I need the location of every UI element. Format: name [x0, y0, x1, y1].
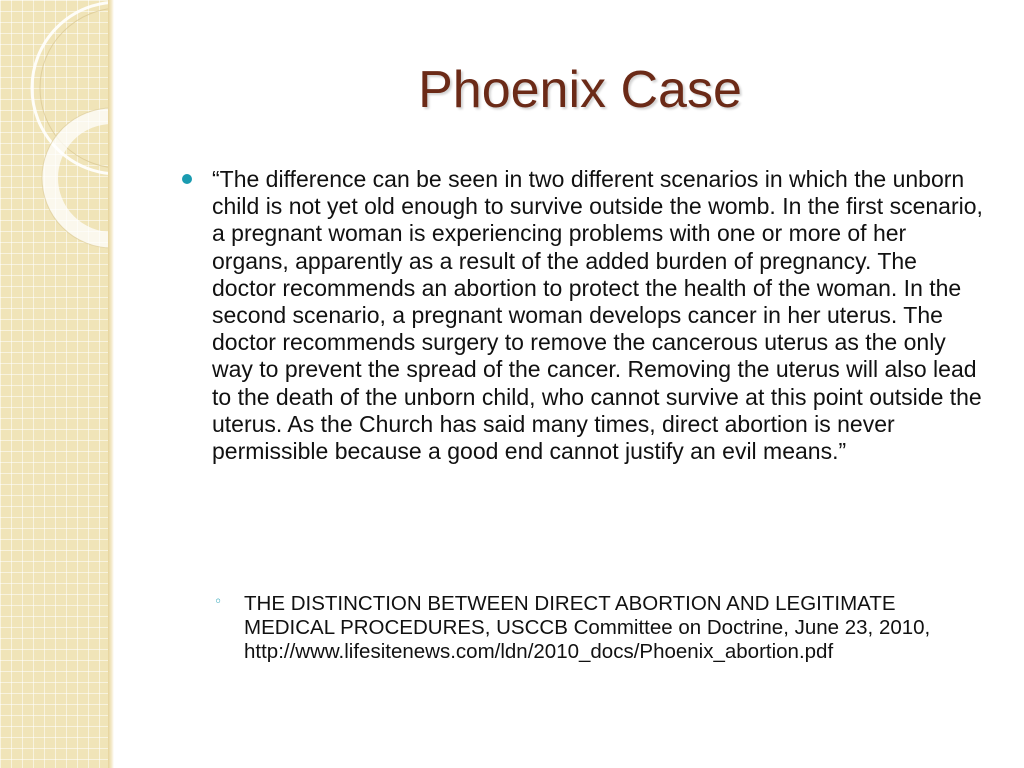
main-bullet — [182, 166, 982, 465]
bullet-dot-icon — [182, 174, 192, 184]
side-panel-edge — [108, 0, 114, 768]
citation-text: THE DISTINCTION BETWEEN DIRECT ABORTION AND LEGITIMATE MEDICAL PROCEDURES, USCCB Committee on Doctrine, June 23, 2010, http://www.lifesitenews.com/ldn/2010_docs/Phoenix_abortion.pdf — [244, 592, 931, 663]
main-bullet-text: “The difference can be seen in two different scenarios in which the unborn child is not yet old enough to survive outside the womb. In the first scenario, a pregnant woman is experiencing problems with one or more of her organs, apparently as a result of the added burden of pregnancy. The doctor recommends an abortion to protect the health of the woman. In the second scenario, a pregnant woman develops cancer in her uterus. The doctor recommends surgery to remove the cancerous uterus as the only way to prevent the spread of the cancer. Removing the uterus will also lead to the death of the unborn child, who cannot survive at this point outside the uterus. As the Church has said many times, direct abortion is never permissible because a good end cannot justify an evil means.” — [212, 166, 983, 465]
slide-title: Phoenix Case — [418, 61, 742, 119]
sub-bullet — [214, 592, 984, 664]
decorative-circles — [0, 0, 112, 280]
decorative-side-panel — [0, 0, 112, 768]
hollow-bullet-icon: ◦ — [214, 594, 223, 610]
